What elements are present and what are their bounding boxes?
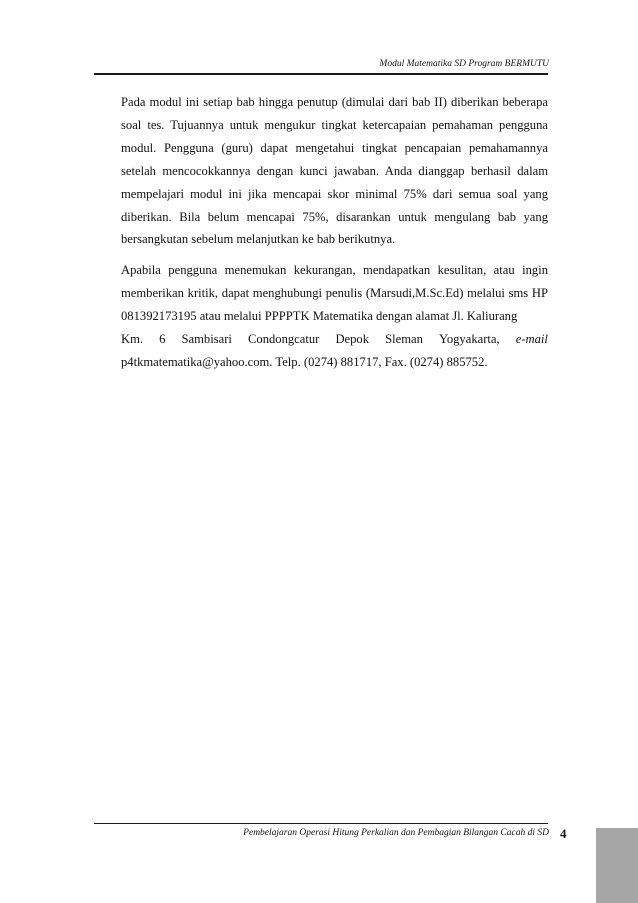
running-header-title: Modul Matematika SD Program BERMUTU xyxy=(379,59,549,69)
paragraph-2-start: Apabila pengguna menemukan kekurangan, mendapatkan kesulitan, atau ingin memberikan kritik, dapat menghubungi penulis (Marsudi,M.Sc.Ed) melalui sms HP 081392173195 atau melalui PPPPTK Matematika dengan alamat Jl. Kaliurang xyxy=(121,263,548,324)
footer-divider xyxy=(94,823,548,824)
page-number: 4 xyxy=(560,826,567,841)
running-footer-title: Pembelajaran Operasi Hitung Perkalian dan Pembagian Bilangan Cacah di SD xyxy=(243,828,549,838)
address-word: 6 xyxy=(159,332,166,347)
paragraph-2-end: p4tkmatematika@yahoo.com. Telp. (0274) 881717, Fax. (0274) 885752. xyxy=(121,354,488,369)
paragraph-1: Pada modul ini setiap bab hingga penutup (dimulai dari bab II) diberikan beberapa soal tes. Tujuannya untuk mengukur tingkat ketercapaian pemahaman pengguna modul. Pengguna (guru) dapat mengetahui tingkat pencapaian pemahamannya setelah mencocokkannya dengan kunci jawaban. Anda dianggap berhasil dalam mempelajari modul ini jika mencapai skor minimal 75% dari semua soal yang diberikan. Bila belum mencapai 75%, disarankan untuk mengulang bab yang bersangkutan sebelum melanjutkan ke bab berikutnya. xyxy=(121,95,548,247)
header-divider xyxy=(94,73,548,75)
email-label: e-mail xyxy=(515,332,548,347)
address-word: Yogyakarta, xyxy=(439,332,500,347)
page-body xyxy=(121,91,548,374)
address-word: Sambisari xyxy=(181,332,232,347)
address-word: Sleman xyxy=(385,332,423,347)
address-line xyxy=(121,328,548,351)
address-word: Condongcatur xyxy=(248,332,320,347)
address-word: Km. xyxy=(121,332,144,347)
page-edge-tab xyxy=(596,828,638,903)
address-word: Depok xyxy=(335,332,370,347)
